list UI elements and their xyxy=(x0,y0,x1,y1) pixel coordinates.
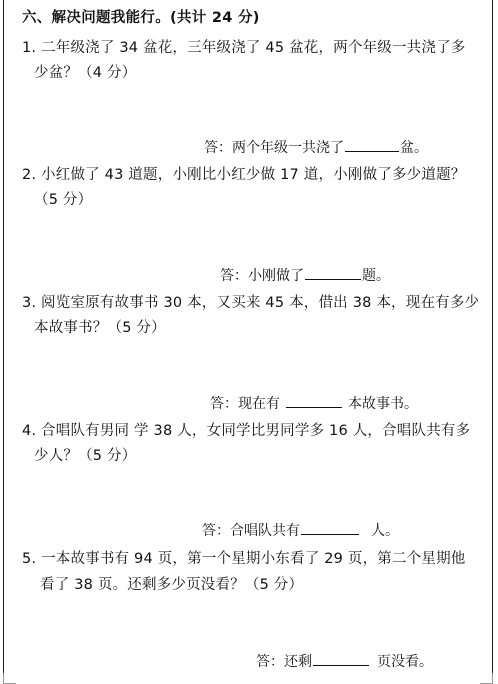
section-title: 六、解决问题我能行。(共计 24 分) xyxy=(22,10,260,26)
answer-2-prefix: 答：小刚做了 xyxy=(220,268,304,284)
question-3-line-2: 本故事书？（5 分） xyxy=(34,320,166,336)
answer-3-suffix: 本故事书。 xyxy=(348,396,418,412)
answer-2-suffix: 题。 xyxy=(362,268,390,284)
answer-1-blank[interactable] xyxy=(345,137,399,152)
answer-1-prefix: 答：两个年级一共浇了 xyxy=(204,140,344,156)
corner-mark-bottom-right xyxy=(480,673,493,684)
answer-1-suffix: 盆。 xyxy=(400,140,428,156)
question-4-answer xyxy=(202,520,399,540)
answer-4-prefix: 答：合唱队共有 xyxy=(202,523,300,539)
question-2-line-1: 2. 小红做了 43 道题，小刚比小红少做 17 道，小刚做了多少道题？ xyxy=(22,167,466,183)
answer-3-prefix: 答：现在有 xyxy=(210,396,280,412)
answer-2-blank[interactable] xyxy=(305,265,361,280)
question-1-line-1: 1. 二年级浇了 34 盆花，三年级浇了 45 盆花，两个年级一共浇了多 xyxy=(22,40,466,56)
question-1-line-2: 少盆？（4 分） xyxy=(34,65,137,81)
answer-5-blank[interactable] xyxy=(313,651,369,666)
question-2-answer xyxy=(220,265,390,285)
question-3-answer xyxy=(210,393,418,413)
answer-5-prefix: 答：还剩 xyxy=(256,654,312,670)
answer-5-suffix: 页没看。 xyxy=(377,654,433,670)
question-4-line-2: 少人？（5 分） xyxy=(34,448,137,464)
corner-mark-bottom-left xyxy=(3,673,16,684)
answer-4-blank[interactable] xyxy=(301,520,359,535)
question-3-line-1: 3. 阅览室原有故事书 30 本，又买来 45 本，借出 38 本，现在有多少 xyxy=(22,295,480,311)
answer-3-blank[interactable] xyxy=(286,393,342,408)
question-5-answer xyxy=(256,651,433,671)
worksheet-page xyxy=(3,0,493,683)
question-1-answer xyxy=(204,137,428,157)
answer-4-suffix: 人。 xyxy=(371,523,399,539)
question-2-line-2: （5 分） xyxy=(34,192,93,208)
question-4-line-1: 4. 合唱队有男同 学 38 人，女同学比男同学多 16 人，合唱队共有多 xyxy=(22,423,471,439)
question-5-line-2: 看了 38 页。还剩多少页没看？（5 分） xyxy=(40,577,304,593)
question-5-line-1: 5. 一本故事书有 94 页，第一个星期小东看了 29 页，第二个星期他 xyxy=(22,551,466,567)
